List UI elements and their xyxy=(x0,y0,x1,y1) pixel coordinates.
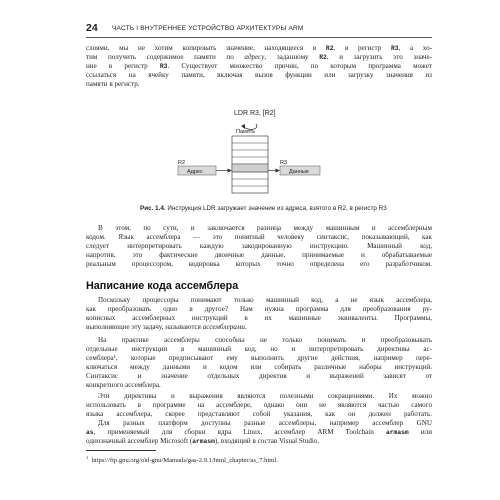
header-rule xyxy=(86,37,432,38)
memory-stack xyxy=(232,136,268,193)
data-arrow-head-icon xyxy=(276,169,281,173)
running-title: ЧАСТЬ I ВНУТРЕННЕЕ УСТРОЙСТВО АРХИТЕКТУРЫ ARM xyxy=(112,25,304,32)
intro-line: ние в регистр R3. Существует множество причин, по которым программа может xyxy=(86,62,432,71)
intro-line: памяти в регистр. xyxy=(86,80,140,89)
address-arrow-head-icon xyxy=(228,169,233,173)
figure-caption-label: Рис. 1.4. xyxy=(140,205,166,212)
figure-ldr-diagram xyxy=(148,103,363,201)
footnote-rule xyxy=(86,450,156,451)
paragraph-directives: На практике ассемблеры способны не только понимать и преобразовывать отдельные инструкции в машинный код, но и интерпретировать директивы ас- семблера¹, которые предписывают ему выполнить другие действия, например пере- ключаться между данными и кодом или собирать различные наборы инструкций. Синтаксис и значение отдельных директив и выражений зависят от конкретного ассемблера. xyxy=(86,336,432,390)
paragraph-machine-vs-assembly: В этом, по сути, и заключается разница между машинным и ассемблерным кодом. Язык ассемблера — это понятный человеку синтаксис, показывающий, как следует интерпретировать каждую закодированную инструкцию. Машинный код, напротив, это фактические двоичные данные, принимаемые и обрабатываемые реальным процессором, кодировка которых точно определена его разработчиком. xyxy=(86,224,432,269)
paragraph-assemblers: Поскольку процессоры понимают только машинный код, а не язык ассемблера, как преобразовать одно в другое? Нам нужна программа для преобразования ру- кописных ассемблерных инструкций в их машинные эквиваленты. Программы, выполняющие эту задачу, называются ассемблерами. xyxy=(86,296,432,332)
dst-register-label: R3 xyxy=(280,160,288,166)
instruction-label: LDR R3, [R2] xyxy=(234,110,276,117)
data-box-label: Данные xyxy=(289,169,309,175)
figure-caption xyxy=(140,205,387,213)
memory-label: Память xyxy=(236,129,256,135)
intro-paragraph xyxy=(86,44,432,89)
section-title: Написание кода ассемблера xyxy=(86,280,239,292)
intro-line: ссылаться на ячейку памяти, включая вызов функции или загрузку значения из xyxy=(86,71,432,80)
src-register-label: R2 xyxy=(178,160,186,166)
intro-line: тим получить содержимое памяти по адресу, заданному R2, и загрузить это значе- xyxy=(86,53,432,62)
footnote: $^1$ https://ftp.gnu.org/old-gnu/Manuals/gas-2.9.1/html_chapter/as_7.html. xyxy=(86,455,278,465)
ldr-diagram-svg xyxy=(148,103,363,201)
paragraph-shortcuts: Эти директивы и выражения являются полезными сокращениями. Их можно использовать в программе на ассемблере, однако они не являются частью самого языка ассемблера, скорее представляют собой указания, как он должен работать. Для разных платформ доступны разные ассемблеры, например ассемблер GNU as, применяемый для сборки ядра Linux, ассемблер ARM Toolchain armasm или однозначный ассемблер Microsoft (armasm), входящий в состав Visual Studio. xyxy=(86,392,432,446)
selected-memory-cell xyxy=(232,164,268,172)
intro-line: слоями, мы не хотим копировать значение, находящееся в R2, в регистр R3, а хо- xyxy=(86,44,432,52)
figure-caption-text: Инструкция LDR загружает значение из адреса, взятого в R2, в регистр R3 xyxy=(167,205,387,212)
page-number: 24 xyxy=(86,22,98,34)
page-header xyxy=(86,22,432,34)
footnote-link[interactable]: https://ftp.gnu.org/old-gnu/Manuals/gas-2.9.1/html_chapter/as_7.html. xyxy=(91,457,278,465)
address-box-label: Адрес xyxy=(187,169,203,175)
